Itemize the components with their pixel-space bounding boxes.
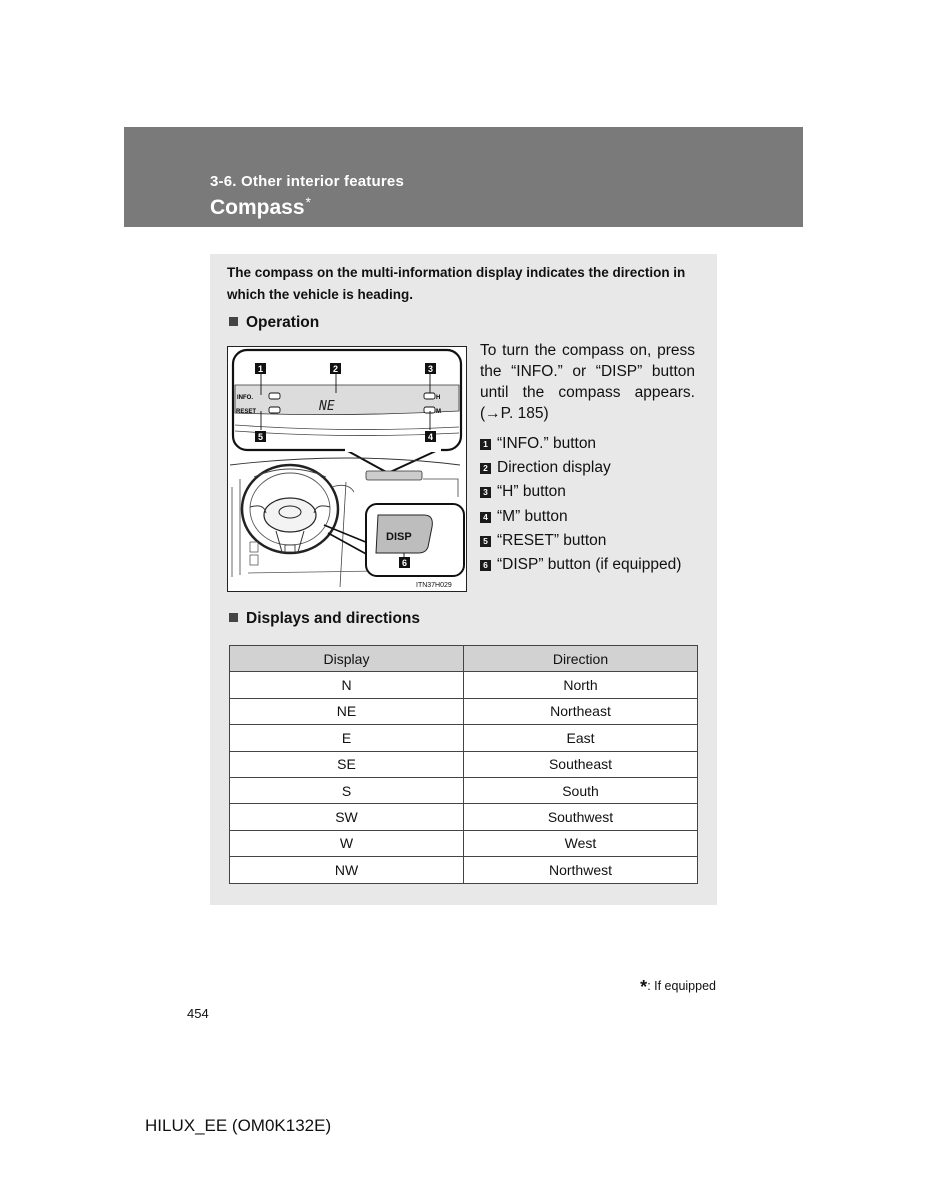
- badge-5-icon: 5: [480, 536, 491, 547]
- display-cell: NW: [230, 857, 464, 883]
- direction-cell: West: [464, 830, 698, 856]
- legend-text: “M” button: [497, 507, 568, 525]
- page-title: [210, 194, 311, 220]
- square-bullet-icon: [229, 317, 238, 326]
- m-button-shape: [424, 407, 435, 413]
- badge-5: [255, 431, 266, 442]
- page-title-text: Compass: [210, 196, 305, 219]
- section-label: 3-6. Other interior features: [210, 173, 404, 190]
- badge-3-icon: 3: [480, 487, 491, 498]
- column-header-display: Display: [230, 646, 464, 672]
- table-row: [230, 751, 698, 777]
- illustration-code: ITN37H029: [416, 582, 452, 589]
- column-header-direction: Direction: [464, 646, 698, 672]
- table-header-row: [230, 646, 698, 672]
- document-id: HILUX_EE (OM0K132E): [145, 1116, 332, 1135]
- legend-text: Direction display: [497, 459, 611, 477]
- table-row: [230, 804, 698, 830]
- direction-cell: South: [464, 777, 698, 803]
- svg-text:3: 3: [427, 364, 434, 374]
- displays-heading: [229, 610, 420, 628]
- table-row: [230, 777, 698, 803]
- legend-text: “H” button: [497, 483, 566, 501]
- h-label: H: [436, 395, 441, 401]
- legend-text: “INFO.” button: [497, 435, 597, 452]
- legend-list: [480, 434, 715, 579]
- dashboard-drawing: [228, 347, 468, 593]
- info-button-shape: [269, 393, 280, 399]
- legend-item: [480, 434, 715, 458]
- display-cell: W: [230, 830, 464, 856]
- display-cell: SE: [230, 751, 464, 777]
- legend-item: [480, 531, 715, 555]
- displays-heading-text: Displays and directions: [246, 610, 420, 627]
- operation-instructions: To turn the compass on, press the “INFO.” or “DISP” button until the compass appears. (→P. 185): [480, 342, 695, 422]
- disp-label: DISP: [386, 531, 412, 543]
- legend-text: “RESET” button: [497, 531, 607, 549]
- badge-1: [255, 363, 266, 374]
- directions-table: [229, 645, 698, 884]
- badge-4: [425, 431, 436, 442]
- reset-label: RESET: [236, 409, 257, 415]
- display-cell: NE: [230, 698, 464, 724]
- svg-text:4: 4: [427, 432, 434, 442]
- info-label: INFO.: [237, 395, 253, 401]
- badge-6: [399, 557, 410, 568]
- direction-cell: East: [464, 725, 698, 751]
- table-row: [230, 830, 698, 856]
- footnote: [640, 977, 716, 998]
- svg-text:2: 2: [332, 364, 339, 374]
- legend-item: [480, 507, 715, 531]
- operation-heading: [229, 314, 319, 332]
- h-button-shape: [424, 393, 435, 399]
- badge-3: [425, 363, 436, 374]
- steering-hub: [264, 498, 316, 532]
- legend-item: [480, 555, 715, 579]
- m-label: M: [436, 409, 441, 415]
- display-cell: E: [230, 725, 464, 751]
- reset-button-shape: [269, 407, 280, 413]
- direction-cell: Southeast: [464, 751, 698, 777]
- legend-item: [480, 482, 715, 506]
- direction-readout: NE: [319, 399, 335, 414]
- svg-text:1: 1: [257, 364, 264, 374]
- direction-cell: North: [464, 672, 698, 698]
- badge-2: [330, 363, 341, 374]
- compass-illustration: [227, 346, 467, 592]
- display-cell: SW: [230, 804, 464, 830]
- legend-text: “DISP” button (if equipped): [497, 555, 682, 573]
- table-row: [230, 725, 698, 751]
- direction-cell: Southwest: [464, 804, 698, 830]
- footnote-text: : If equipped: [647, 979, 716, 993]
- display-cell: S: [230, 777, 464, 803]
- table-row: [230, 672, 698, 698]
- table-row: [230, 857, 698, 883]
- table-row: [230, 698, 698, 724]
- header-band: [124, 127, 803, 227]
- badge-4-icon: 4: [480, 512, 491, 523]
- badge-1-icon: 1: [480, 439, 491, 450]
- square-bullet-icon: [229, 613, 238, 622]
- legend-item: [480, 458, 715, 482]
- footnote-mark: *: [640, 977, 648, 997]
- intro-text: The compass on the multi-information display indicates the direction in which the vehicle is heading.: [227, 265, 686, 302]
- direction-cell: Northwest: [464, 857, 698, 883]
- svg-text:5: 5: [257, 432, 264, 442]
- display-cell: N: [230, 672, 464, 698]
- badge-2-icon: 2: [480, 463, 491, 474]
- direction-cell: Northeast: [464, 698, 698, 724]
- dash-display-unit: [366, 471, 422, 480]
- equipped-mark: *: [305, 194, 311, 210]
- svg-text:6: 6: [401, 558, 408, 568]
- page-number: 454: [187, 1006, 209, 1021]
- content-box: [210, 254, 717, 905]
- operation-heading-text: Operation: [246, 314, 320, 331]
- badge-6-icon: 6: [480, 560, 491, 571]
